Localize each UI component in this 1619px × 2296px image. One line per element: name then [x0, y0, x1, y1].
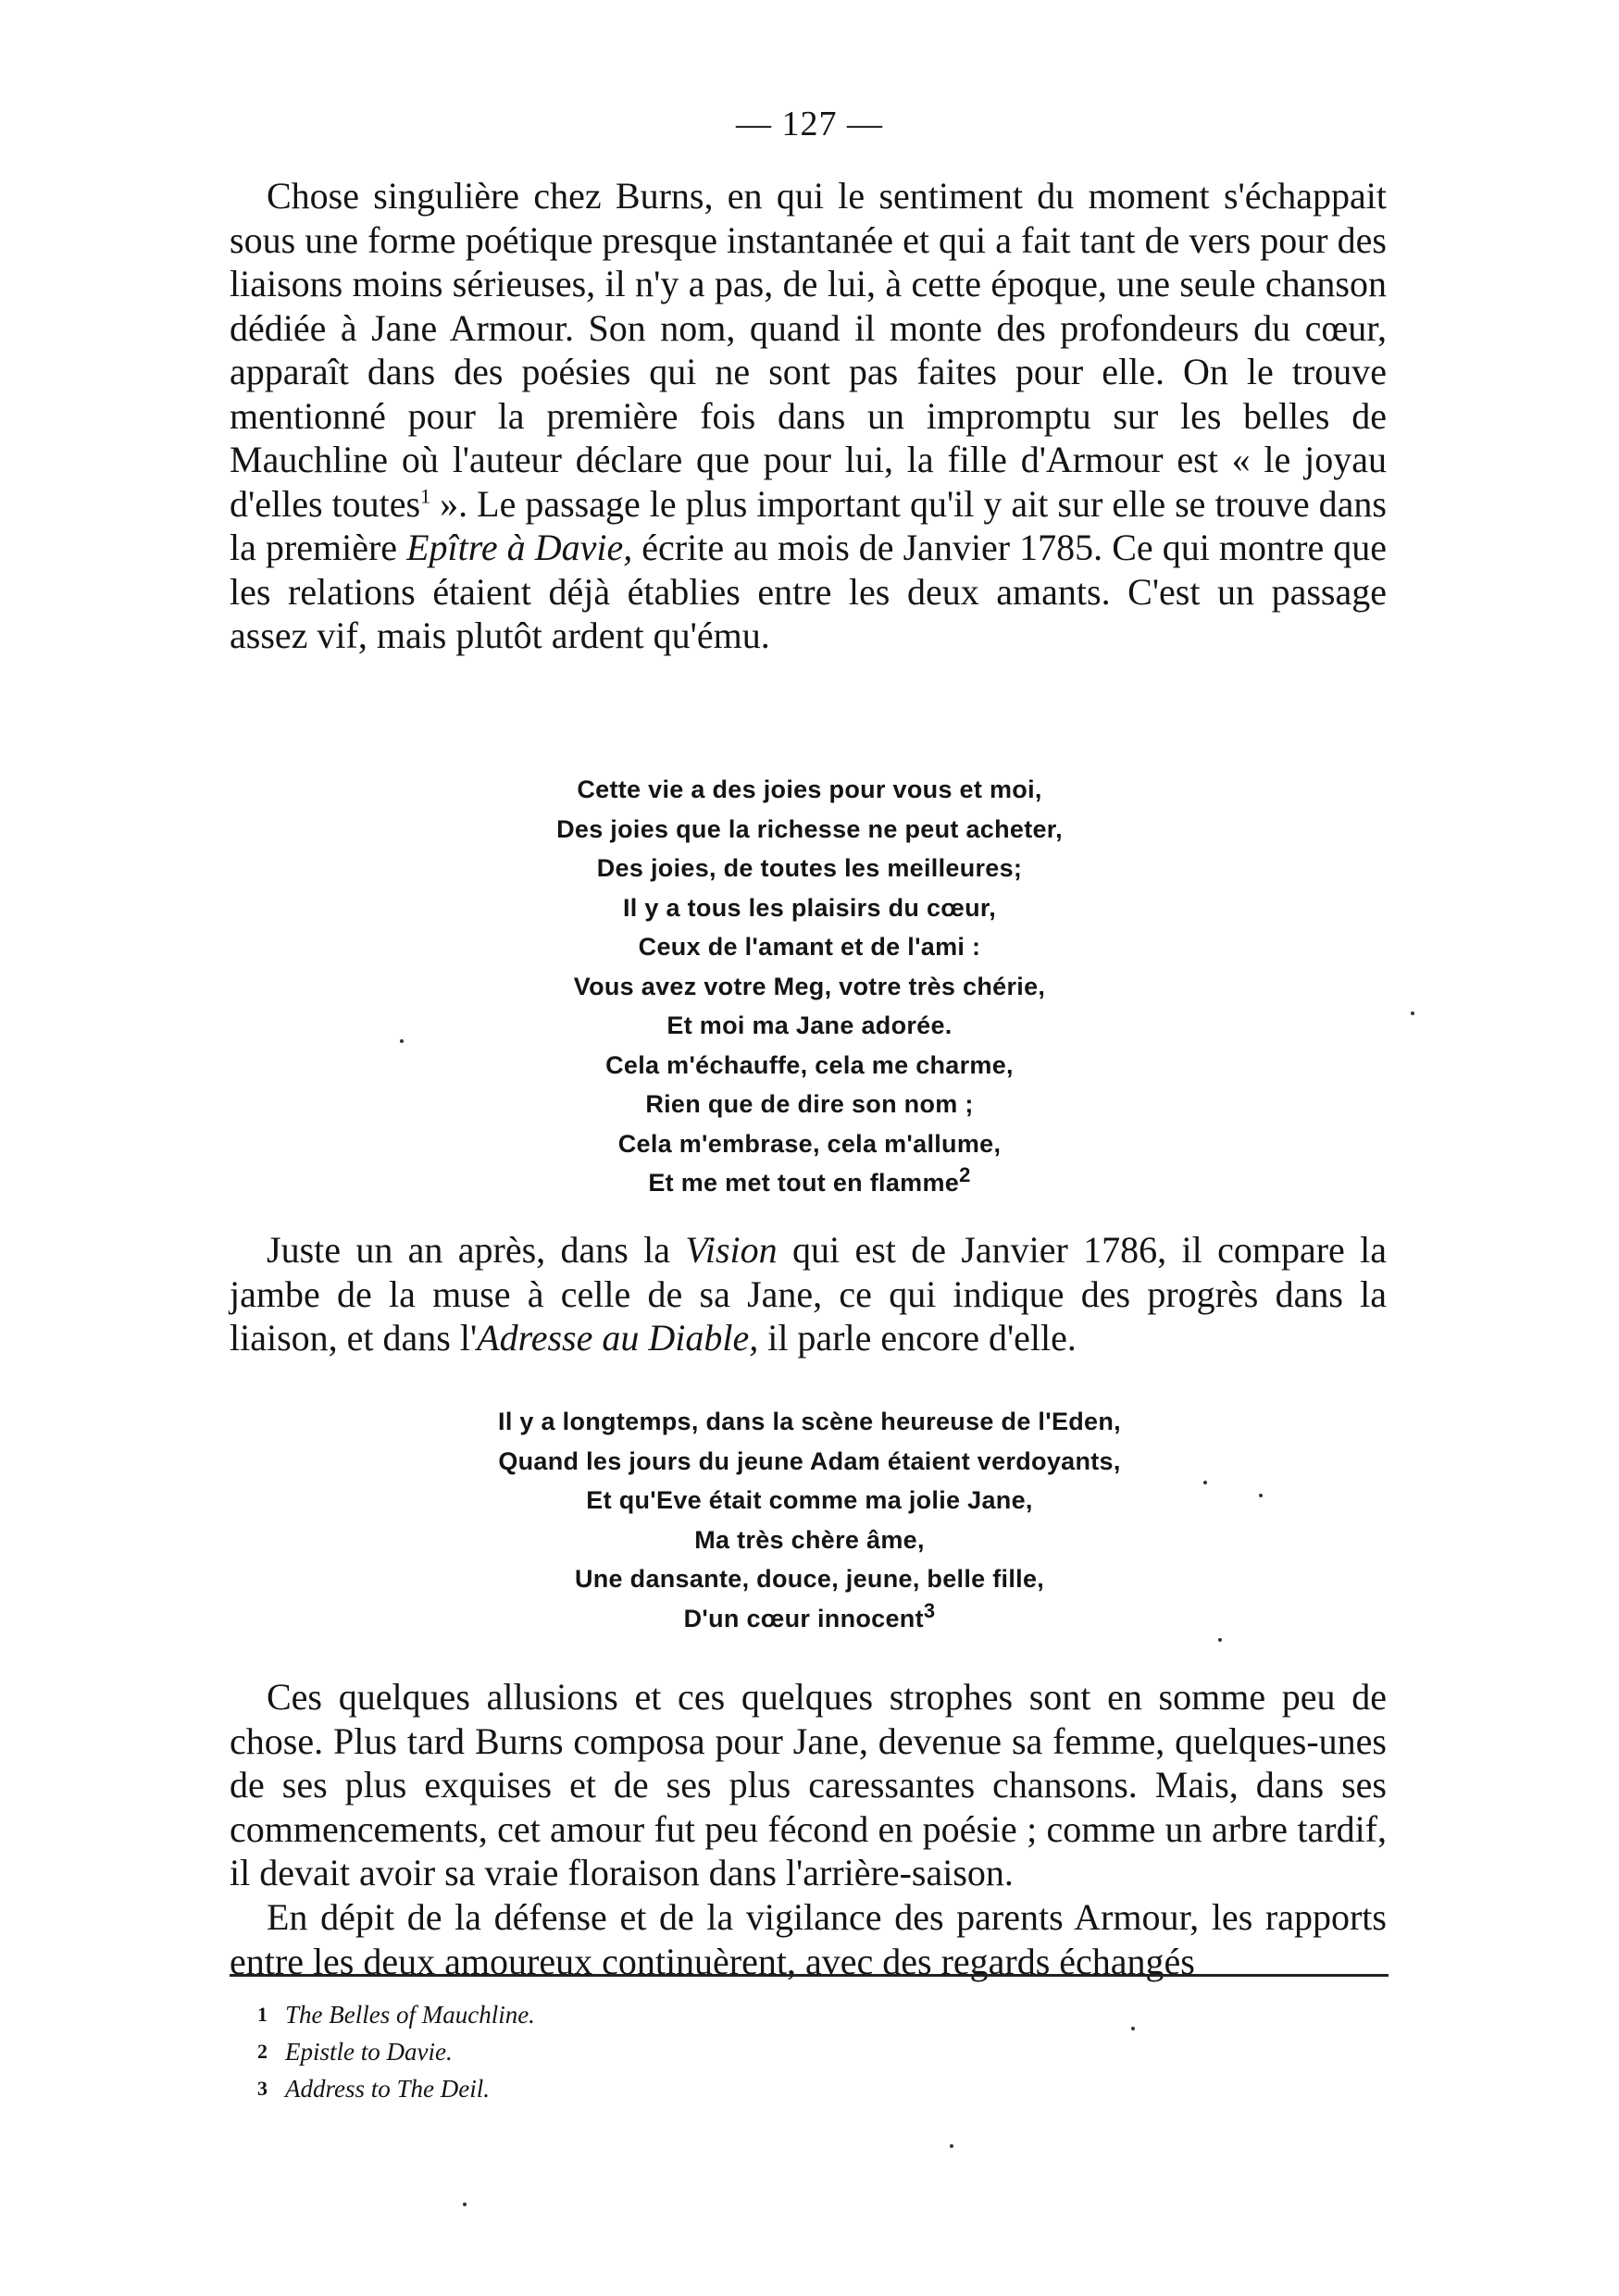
footnote-number: 2: [257, 2040, 268, 2063]
paragraph-2-a: Juste un an après, dans la: [267, 1229, 686, 1271]
paragraph-1-text: Chose singulière chez Burns, en qui le sentiment du moment s'échappait sous une forme poétique presque instantanée et qui a fait tant de vers pour des liaisons moins sérieuses, il n'y a pas, de lui, à cette époque, une seule chanson dédiée à Jane Armour. Son nom, quand il monte des profondeurs du cœur, apparaît dans des poésies qui ne sont pas faites pour elle. On le trouve mentionné pour la première fois dans un impromptu sur les belles de Mauchline où l'auteur déclare que pour lui, la fille d'Armour est « le joyau d'elles toutes: [230, 175, 1387, 525]
paragraph-1-title-epitre: Epître à Davie,: [406, 527, 633, 568]
scan-speck: [463, 2203, 467, 2206]
verse-1-line: Cela m'échauffe, cela me charme,: [605, 1050, 1014, 1079]
verse-1-line: Cette vie a des joies pour vous et moi,: [577, 776, 1042, 803]
verse-2-line: Quand les jours du jeune Adam étaient verdoyants,: [498, 1446, 1121, 1475]
footnote-ref-3: 3: [923, 1598, 936, 1622]
verse-2-line: Ma très chère âme,: [694, 1525, 925, 1554]
verse-2-line-last: [0, 1599, 1619, 1639]
footnote-rule: [230, 1974, 1389, 1977]
footnote-2: [257, 2033, 535, 2070]
footnote-ref-1: 1: [420, 484, 431, 508]
paragraph-3-text: Ces quelques allusions et ces quelques strophes sont en somme peu de chose. Plus tard Burns composa pour Jane, devenue sa femme, quelques-unes de ses plus exquises et de ses plus caressantes chansons. Mais, dans ses commencements, cet amour fut peu fécond en poésie ; comme un arbre tardif, il devait avoir sa vraie floraison dans l'arrière-saison.: [230, 1676, 1387, 1893]
paragraph-2: [230, 1228, 1387, 1360]
verse-2-line-text: D'un cœur innocent: [683, 1604, 924, 1632]
paragraph-2-c: il parle encore d'elle.: [758, 1317, 1077, 1359]
footnotes: [257, 1996, 535, 2107]
verse-2-line: Une dansante, douce, jeune, belle fille,: [574, 1565, 1045, 1593]
verse-1-line: Vous avez votre Meg, votre très chérie,: [573, 972, 1046, 1000]
verse-2-line: Et qu'Eve était comme ma jolie Jane,: [586, 1486, 1033, 1514]
scan-speck: [1411, 1011, 1414, 1015]
footnote-text: The Belles of Mauchline.: [285, 2001, 535, 2029]
paragraph-1-end: écrite au mois de Janvier 1785. Ce qui montre que les relations étaient déjà établies entre les deux amants. C'est un passage assez vif, mais plutôt ardent qu'ému.: [230, 527, 1387, 656]
paragraph-2-title-adresse: Adresse au Diable,: [477, 1317, 759, 1359]
verse-1-line: Il y a tous les plaisirs du cœur,: [622, 893, 997, 922]
footnote-number: 3: [257, 2077, 268, 2100]
verse-1-line: Des joies que la richesse ne peut acheter,: [556, 814, 1063, 843]
verse-1-line-last: [0, 1163, 1619, 1203]
page-number: — 127 —: [736, 105, 883, 143]
footnote-text: Address to The Deil.: [285, 2075, 490, 2103]
verse-1-line: Rien que de dire son nom ;: [645, 1090, 974, 1118]
footnote-3: [257, 2070, 535, 2107]
paragraph-2-title-vision: Vision: [685, 1229, 778, 1271]
paragraph-4-text: En dépit de la défense et de la vigilance des parents Armour, les rapports entre les deux amoureux continuèrent, avec des regards échangés: [230, 1896, 1387, 1982]
scan-speck: [1218, 1638, 1222, 1642]
footnote-number: 1: [257, 2003, 268, 2026]
scan-speck: [1203, 1481, 1207, 1484]
footnote-ref-2: 2: [959, 1163, 971, 1186]
verse-1-line-text: Et me met tout en flamme: [648, 1169, 960, 1197]
verse-1-line: Ceux de l'amant et de l'ami :: [638, 933, 981, 961]
verse-1-line: Et moi ma Jane adorée.: [666, 1011, 953, 1039]
paragraph-1: [230, 174, 1387, 658]
scan-speck: [1259, 1494, 1263, 1497]
scan-speck: [950, 2144, 953, 2148]
scan-speck: [1131, 2027, 1135, 2030]
footnote-1: [257, 1996, 535, 2033]
verse-1-line: Cela m'embrase, cela m'allume,: [617, 1129, 1002, 1158]
scan-speck: [400, 1039, 404, 1043]
verse-2-line: Il y a longtemps, dans la scène heureuse de l'Eden,: [498, 1408, 1121, 1435]
verse-1: [0, 770, 1619, 1203]
paragraph-3: [230, 1675, 1387, 1895]
verse-1-line: Des joies, de toutes les meilleures;: [596, 854, 1023, 882]
footnote-text: Epistle to Davie.: [285, 2038, 453, 2066]
paragraph-2-b: qui est de Janvier 1786, il compare la jambe de la muse à celle de sa Jane, ce qui indique des progrès dans la liaison, et dans l': [230, 1229, 1387, 1359]
paragraph-1-cont: ». Le passage le plus important qu'il y ait sur elle se trouve dans la première: [230, 482, 1387, 568]
paragraph-4: [230, 1895, 1387, 1983]
verse-2: [0, 1402, 1619, 1638]
